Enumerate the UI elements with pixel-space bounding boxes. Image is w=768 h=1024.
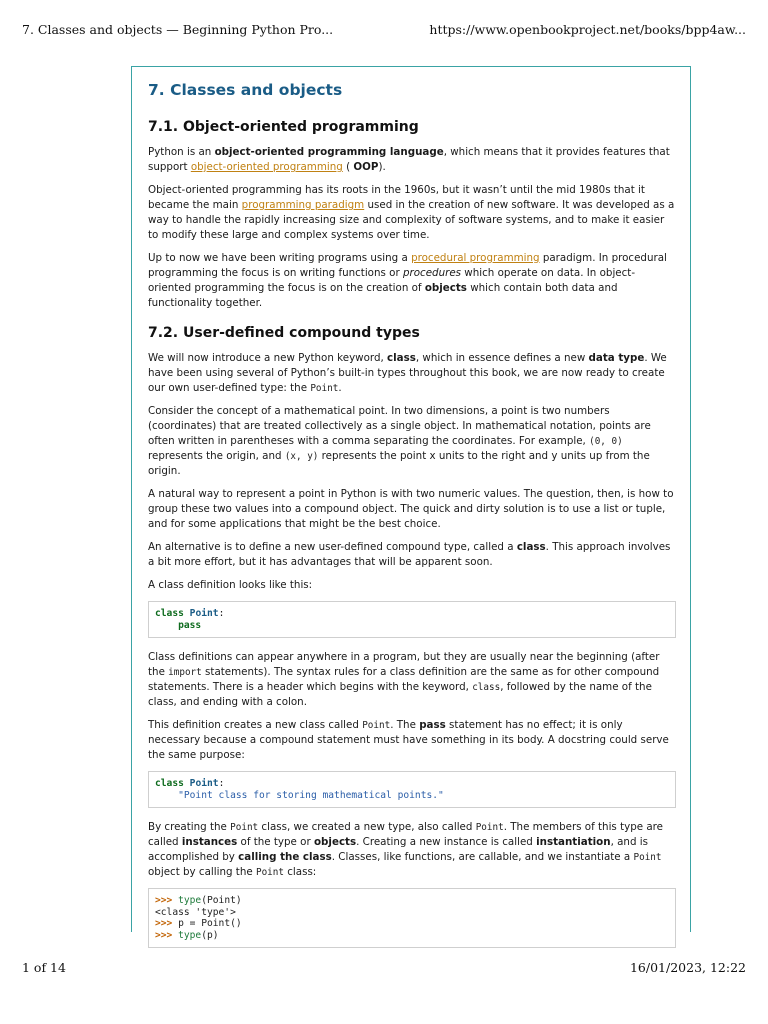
paragraph: A class definition looks like this: xyxy=(148,579,313,591)
paragraph: By creating the Point class, we created a new type, also called Point. The members of this type are called instances of the type or objects. Creating a new instance is called instantiation, and is accomplished by calling the class. Classes, like functions, are callable, and we instantiate a Point object by calling the Point class: xyxy=(148,821,663,878)
paragraph: Object-oriented programming has its roots in the 1960s, but it wasn’t until the mid 1980s that it became the main programming paradigm used in the creation of new software. It was developed as a way to handle the rapidly increasing size and complexity of software systems, and to make it easier to modify these large and complex systems over time. xyxy=(148,184,675,241)
paragraph: We will now introduce a new Python keyword, class, which in essence defines a new data type. We have been using several of Python’s built-in types throughout this book, we are now ready to create our own user-defined type: the Point. xyxy=(148,352,667,394)
document-content xyxy=(131,66,691,941)
code-block-docstring: class Point: "Point class for storing mathematical points." xyxy=(148,771,676,808)
link-object-oriented-programming[interactable]: object-oriented programming xyxy=(190,161,343,173)
paragraph: Consider the concept of a mathematical point. In two dimensions, a point is two numbers (coordinates) that are treated collectively as a single object. In mathematical notation, points are often written in parentheses with a comma separating the coordinates. For example, (0, 0) represents the origin, and (x, y) represents the point x units to the right and y units up from the origin. xyxy=(148,405,651,477)
page-number: 1 of 14 xyxy=(22,960,66,975)
paragraph: Python is an object-oriented programming language, which means that it provides features that support object-oriented programming ( OOP). xyxy=(148,146,670,173)
paragraph: Class definitions can appear anywhere in a program, but they are usually near the beginning (after the import statements). The syntax rules for a class definition are the same as for other compound statements. There is a header which begins with the keyword, class, followed by the name of the class, and ending with a colon. xyxy=(148,651,660,708)
print-page-title: 7. Classes and objects — Beginning Python Pro... xyxy=(22,22,334,37)
code-block-interactive-session: >>> type(Point) <class 'type'> >>> p = Point() >>> type(p) xyxy=(148,888,676,948)
print-header xyxy=(22,22,746,38)
print-page-url: https://www.openbookproject.net/books/bpp4aw... xyxy=(429,22,746,37)
paragraph: This definition creates a new class called Point. The pass statement has no effect; it is only necessary because a compound statement must have something in its body. A docstring could serve the same purpose: xyxy=(148,719,669,761)
print-datetime: 16/01/2023, 12:22 xyxy=(629,960,746,975)
print-footer xyxy=(22,960,746,976)
link-procedural-programming[interactable]: procedural programming xyxy=(411,252,540,264)
paragraph: Up to now we have been writing programs using a procedural programming paradigm. In procedural programming the focus is on writing functions or procedures which operate on data. In object-oriented programming the focus is on the creation of objects which contain both data and functionality together. xyxy=(148,252,667,309)
link-programming-paradigm[interactable]: programming paradigm xyxy=(241,199,365,211)
paragraph: A natural way to represent a point in Python is with two numeric values. The question, then, is how to group these two values into a compound object. The quick and dirty solution is to use a list or tuple, and for some applications that might be the best choice. xyxy=(148,488,674,530)
paragraph: An alternative is to define a new user-defined compound type, called a class. This approach involves a bit more effort, but it has advantages that will be apparent soon. xyxy=(148,541,671,568)
chapter-title: 7. Classes and objects xyxy=(148,81,343,99)
section-heading-oop: 7.1. Object-oriented programming xyxy=(148,119,419,135)
code-block-class-definition: class Point: pass xyxy=(148,601,676,638)
section-heading-compound-types: 7.2. User-defined compound types xyxy=(148,325,420,341)
